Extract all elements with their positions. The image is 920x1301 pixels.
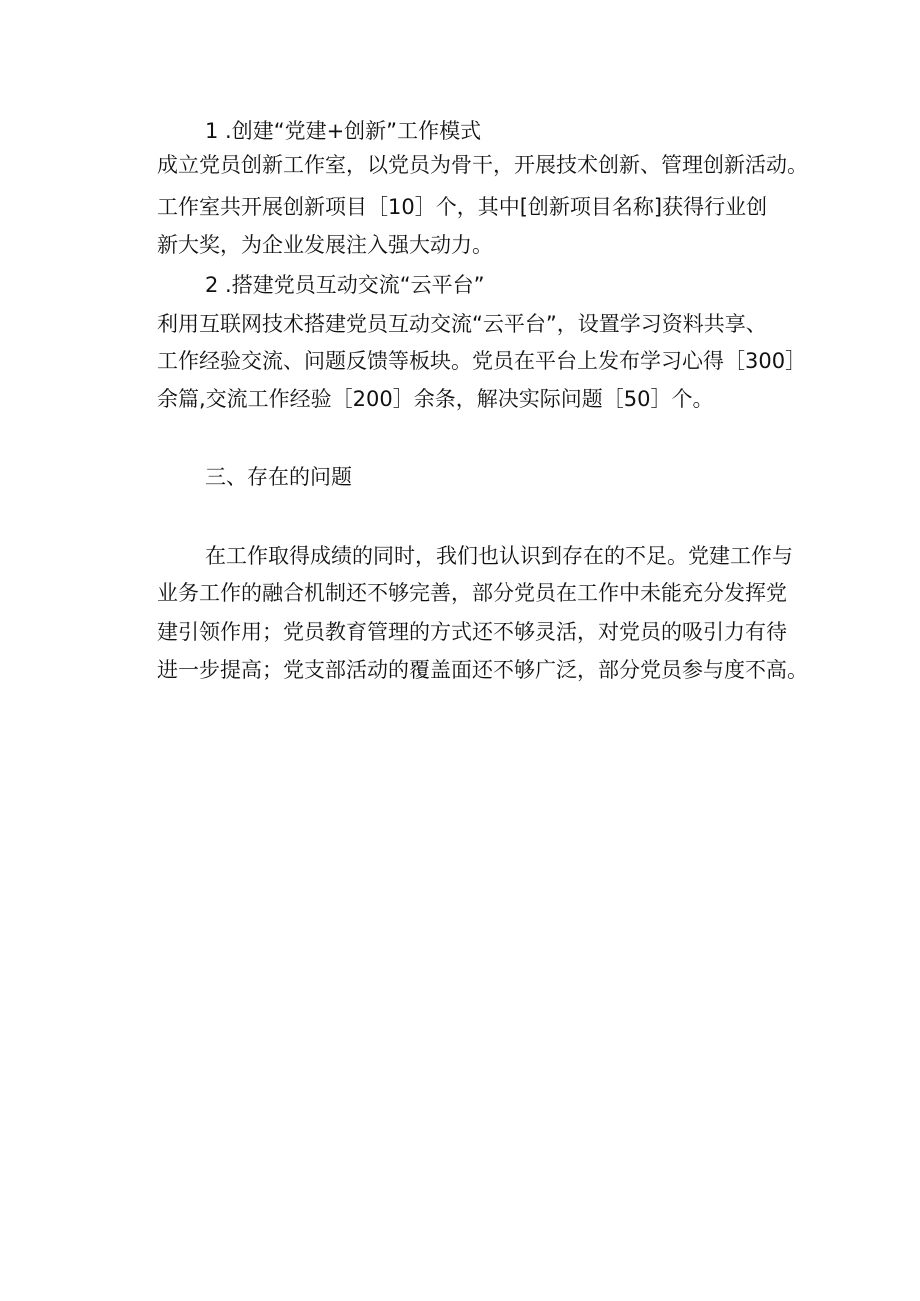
item1-line-1: 成立党员创新工作室，以党员为骨干，开展技术创新、管理创新活动。	[157, 153, 808, 177]
part3-line-4: 进一步提高；党支部活动的覆盖面还不够广泛，部分党员参与度不高。	[157, 658, 808, 682]
item2-line-1: 利用互联网技术搭建党员互动交流“云平台”，设置学习资料共享、	[157, 312, 767, 336]
part3-line-1: 在工作取得成绩的同时，我们也认识到存在的不足。党建工作与	[205, 544, 793, 568]
item2-line-2: 工作经验交流、问题反馈等板块。党员在平台上发布学习心得［300］	[157, 349, 807, 373]
item1-line-3: 新大奖，为企业发展注入强大动力。	[157, 233, 493, 257]
part3-line-2: 业务工作的融合机制还不够完善，部分党员在工作中未能充分发挥党	[157, 581, 787, 605]
item2-heading: 2 .搭建党员互动交流“云平台”	[205, 273, 485, 297]
part3-heading: 三、存在的问题	[205, 465, 352, 489]
item1-heading: 1 .创建“党建+创新”工作模式	[205, 119, 482, 143]
part3-line-3: 建引领作用；党员教育管理的方式还不够灵活，对党员的吸引力有待	[157, 620, 787, 644]
item1-line-2: 工作室共开展创新项目［10］个，其中[创新项目名称]获得行业创	[157, 195, 768, 219]
item2-line-3: 余篇,交流工作经验［200］余条，解决实际问题［50］个。	[157, 387, 714, 411]
